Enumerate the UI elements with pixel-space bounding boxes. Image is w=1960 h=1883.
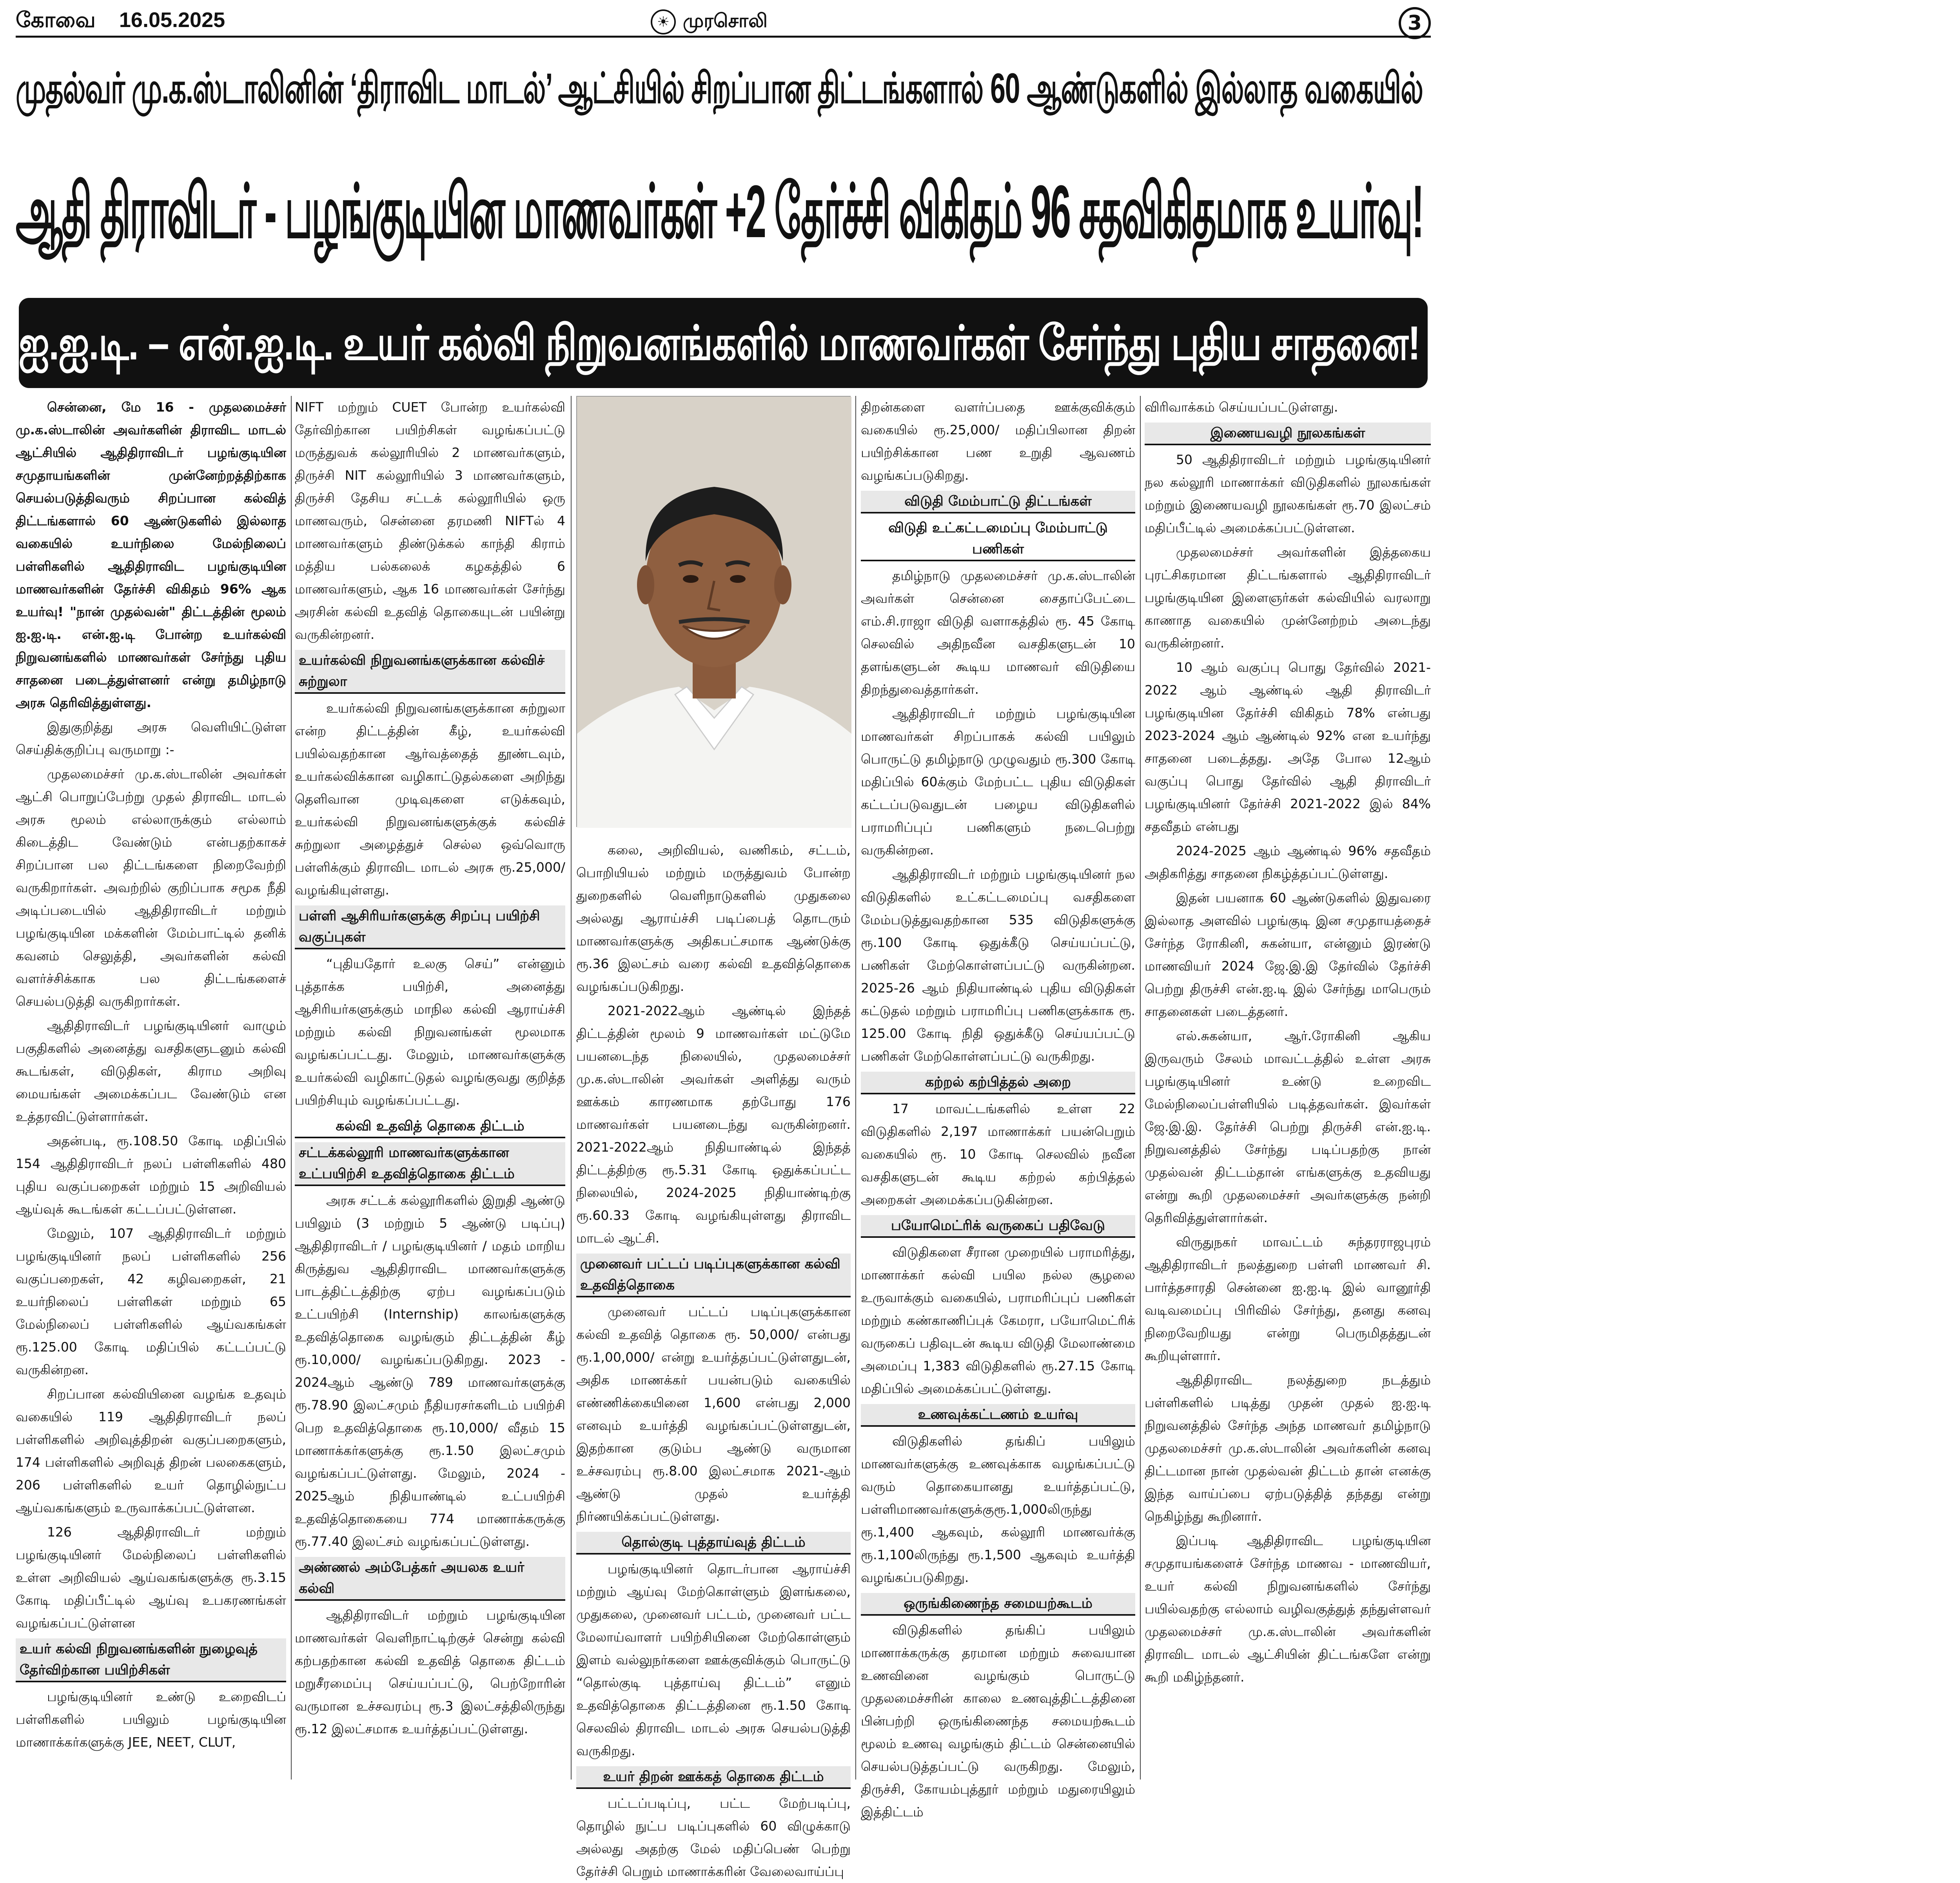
paragraph: 2021-2022ஆம் ஆண்டில் இந்தத் திட்டத்தின் மூலம் 9 மாணவர்கள் மட்டுமே பயனடைந்த நிலையில், முதலமைச்சர் மு.க.ஸ்டாலின் அவர்கள் அளித்து வரும் ஊக்கம் காரணமாக தற்போது 176 மாணவர்கள் பயனடைந்து வருகின்றனர். 2021-2022ஆம் நிதியாண்டில் இந்தத் திட்டத்திற்கு ரூ.5.31 கோடி ஒதுக்கப்பட்ட நிலையில், 2024-2025 நிதியாண்டிற்கு ரூ.60.33 கோடி வழங்கியுள்ளது திராவிட மாடல் ஆட்சி. <box>576 1003 851 1246</box>
section-heading: உயர் திறன் ஊக்கத் தொகை திட்டம் <box>576 1766 851 1789</box>
section-heading: கல்வி உதவித் தொகை திட்டம் <box>295 1116 565 1138</box>
section-heading: அண்ணல் அம்பேத்கர் அயலக உயர் கல்வி <box>295 1557 565 1601</box>
article-column-4 <box>861 396 1135 1820</box>
edition-city: கோவை <box>16 8 96 32</box>
paragraph: NIFT மற்றும் CUET போன்ற உயர்கல்வி தேர்விற்கான பயிற்சிகள் வழங்கப்பட்டு மருத்துவக் கல்லூரியில் 2 மாணவர்களும், திருச்சி NIT கல்லூரியில் 3 மாணவர்களும், திருச்சி தேசிய சட்டக் கல்லூரியில் ஒரு மாணவரும், சென்னை தரமணி NIFTல் 4 மாணவர்களும் திண்டுக்கல் காந்தி கிராம் மத்திய பல்கலைக் கழகத்தில் 6 மாணவர்களும், ஆக 16 மாணவர்கள் சேர்ந்து அரசின் கல்வி உதவித் தொகையுடன் பயின்று வருகின்றனர். <box>295 399 565 642</box>
paragraph: ஆதிதிராவிட நலத்துறை நடத்தும் பள்ளிகளில் படித்து முதன் முதல் ஐ.ஐ.டி நிறுவனத்தில் சேர்ந்த அந்த மாணவர் தமிழ்நாடு முதலமைச்சர் மு.க.ஸ்டாலின் அவர்களின் கனவு திட்டமான நான் முதல்வன் திட்டம் தான் எனக்கு இந்த வாய்ப்பை ஏற்படுத்தித் தந்தது என்று நெகிழ்ந்து கூறினார். <box>1145 1372 1431 1524</box>
section-subheading: விடுதி உட்கட்டமைப்பு மேம்பாட்டு பணிகள் <box>861 517 1135 561</box>
column-rule <box>1140 396 1141 1780</box>
section-heading: கற்றல் கற்பித்தல் அறை <box>861 1072 1135 1094</box>
column-rule <box>855 396 856 1780</box>
section-heading: விடுதி மேம்பாட்டு திட்டங்கள் <box>861 491 1135 513</box>
masthead <box>16 7 1431 38</box>
paragraph: விடுதிகளை சீரான முறையில் பராமரித்து, மாணாக்கர் கல்வி பயில நல்ல சூழலை உருவாக்கும் வகையில், பராமரிப்புப் பணிகள் மற்றும் கண்காணிப்புக் கேமரா, பயோமெட்ரிக் வருகைப் பதிவுடன் கூடிய விடுதி மேலாண்மை அமைப்பு 1,383 விடுதிகளில் ரூ.27.15 கோடி மதிப்பில் அமைக்கப்பட்டுள்ளது. <box>861 1244 1135 1396</box>
section-subheading: சட்டக்கல்லூரி மாணவர்களுக்கான உட்பயிற்சி உதவித்தொகை திட்டம் <box>295 1142 565 1186</box>
masthead-brand <box>651 9 768 34</box>
paragraph: விருதுநகர் மாவட்டம் சுந்தரராஜபுரம் ஆதிதிராவிடர் நலத்துறை பள்ளி மாணவர் சி. பார்த்தசாரதி சென்னை ஐ.ஐ.டி இல் வானூர்தி வடிவமைப்பு பிரிவில் சேர்ந்து, தனது கனவு நிறைவேறியது என்று பெருமிதத்துடன் கூறியுள்ளார். <box>1145 1234 1431 1363</box>
paragraph: 2024-2025 ஆம் ஆண்டில் 96% சதவீதம் அதிகரித்து சாதனை நிகழ்த்தப்பட்டுள்ளது. <box>1145 843 1431 881</box>
paragraph: முதலமைச்சர் மு.க.ஸ்டாலின் அவர்கள் ஆட்சி பொறுப்பேற்று முதல் திராவிட மாடல் அரசு மூலம் எல்லாருக்கும் எல்லாம் கிடைத்திட வேண்டும் என்பதற்காகச் சிறப்பான பல திட்டங்களை நிறைவேற்றி வருகிறார்கள். அவற்றில் குறிப்பாக சமூக நீதி அடிப்படையில் ஆதிதிராவிடர் மற்றும் பழங்குடியின மக்களின் மேம்பாட்டில் தனிக் கவனம் செலுத்தி, அவர்களின் கல்வி வளர்ச்சிக்காக பல திட்டங்களைச் செயல்படுத்தி வருகிறார்கள். <box>16 766 286 1009</box>
paragraph: அரசு சட்டக் கல்லூரிகளில் இறுதி ஆண்டு பயிலும் (3 மற்றும் 5 ஆண்டு படிப்பு) ஆதிதிராவிடர் / பழங்குடியினர் / மதம் மாறிய கிருத்துவ ஆதிதிராவிட மாணவர்களுக்கு பாடத்திட்டத்திற்கு ஏற்ப வழங்கப்படும் உட்பயிற்சி (Internship) காலங்களுக்கு உதவித்தொகை வழங்கும் திட்டத்தின் கீழ் ரூ.10,000/ வழங்கப்படுகிறது. 2023 - 2024ஆம் ஆண்டு 789 மாணவர்களுக்கு ரூ.78.90 இலட்சமும் நீதியரசர்களிடம் பயிற்சி பெற உதவித்தொகை ரூ.10,000/ வீதம் 15 மாணாக்கர்களுக்கு ரூ.1.50 இலட்சமும் வழங்கப்பட்டுள்ளது. மேலும், 2024 - 2025ஆம் நிதியாண்டில் உட்பயிற்சி உதவித்தொகையை 774 மாணாக்கருக்கு ரூ.77.40 இலட்சம் வழங்கப்பட்டுள்ளது. <box>295 1193 565 1549</box>
paragraph: எல்.சுகன்யா, ஆர்.ரோகினி ஆகிய இருவரும் சேலம் மாவட்டத்தில் உள்ள அரசு பழங்குடியினர் உண்டு உறைவிட மேல்நிலைப்பள்ளியில் படித்தவர்கள். இவர்கள் ஜே.இ.இ. தேர்ச்சி பெற்று திருச்சி என்.ஐ.டி. நிறுவனத்தில் சேர்ந்து படிப்பதற்கு நான் முதல்வன் திட்டம்தான் எங்களுக்கு உதவியது என்று கூறி முதலமைச்சர் அவர்களுக்கு நன்றி தெரிவித்துள்ளார்கள். <box>1145 1028 1431 1225</box>
paragraph: “புதியதோர் உலகு செய்” என்னும் புத்தாக்க பயிற்சி, அனைத்து ஆசிரியர்களுக்கும் மாநில கல்வி ஆராய்ச்சி மற்றும் கல்வி நிறுவனங்கள் மூலமாக வழங்கப்பட்டது. மேலும், மாணவர்களுக்கு உயர்கல்வி வழிகாட்டுதல் வழங்குவது குறித்த பயிற்சியும் வழங்கப்பட்டது. <box>295 956 565 1108</box>
issue-date: 16.05.2025 <box>119 8 225 32</box>
paragraph: விடுதிகளில் தங்கிப் பயிலும் மாணவர்களுக்கு உணவுக்காக வழங்கப்பட்டு வரும் தொகையானது உயர்த்தப்பட்டு, பள்ளிமாணவர்களுக்குரூ.1,000லிருந்து ரூ.1,400 ஆகவும், கல்லூரி மாணவர்க்கு ரூ.1,100லிருந்து ரூ.1,500 ஆகவும் உயர்த்தி வழங்கப்படுகிறது. <box>861 1433 1135 1585</box>
section-heading: பயோமெட்ரிக் வருகைப் பதிவேடு <box>861 1215 1135 1238</box>
paragraph: உயர்கல்வி நிறுவனங்களுக்கான சுற்றுலா என்ற திட்டத்தின் கீழ், உயர்கல்வி பயில்வதற்கான ஆர்வத்தைத் தூண்டவும், உயர்கல்விக்கான வழிகாட்டுதல்களை அறிந்து தெளிவான முடிவுகளை எடுக்கவும், உயர்கல்வி நிறுவனங்களுக்குக் கல்விச் சுற்றுலா அழைத்துச் செல்ல ஒவ்வொரு பள்ளிக்கும் திராவிட மாடல் அரசு ரூ.25,000/ வழங்கியுள்ளது. <box>295 700 565 898</box>
sun-logo-icon: ☀ <box>651 9 676 34</box>
section-heading: இணையவழி நூலகங்கள் <box>1145 423 1431 445</box>
newspaper-name: முரசொலி <box>683 10 768 32</box>
paragraph: பட்டப்படிப்பு, பட்ட மேற்படிப்பு, தொழில் நுட்ப படிப்புகளில் 60 விழுக்காடு அல்லது அதற்கு மேல் மதிப்பெண் பெற்று தேர்ச்சி பெறும் மாணாக்கரின் வேலைவாய்ப்பு <box>576 1796 851 1879</box>
article-column-1 <box>16 396 286 1780</box>
section-heading: தொல்குடி புத்தாய்வுத் திட்டம் <box>576 1532 851 1555</box>
paragraph: ஆதிதிராவிடர் மற்றும் பழங்குடியின மாணவர்கள் வெளிநாட்டிற்குச் சென்று கல்வி கற்பதற்கான கல்வி உதவித் தொகை திட்டம் மறுசீரமைப்பு செய்யப்பட்டு, பெற்றோரின் வருமான உச்சவரம்பு ரூ.3 இலட்சத்திலிருந்து ரூ.12 இலட்சமாக உயர்த்தப்பட்டுள்ளது. <box>295 1607 565 1736</box>
paragraph: அதன்படி, ரூ.108.50 கோடி மதிப்பில் 154 ஆதிதிராவிடர் நலப் பள்ளிகளில் 480 புதிய வகுப்பறைகள் மற்றும் 15 அறிவியல் ஆய்வுக் கூடங்கள் கட்டப்பட்டுள்ளன. <box>16 1133 286 1217</box>
article-column-5 <box>1145 396 1431 1780</box>
paragraph: ஆதிதிராவிடர் மற்றும் பழங்குடியினர் நல விடுதிகளில் உட்கட்டமைப்பு வசதிகளை மேம்படுத்துவதற்கான 535 விடுதிகளுக்கு ரூ.100 கோடி ஒதுக்கீடு செய்யப்பட்டு, பணிகள் மேற்கொள்ளப்பட்டு வருகின்றன. 2025-26 ஆம் நிதியாண்டில் புதிய விடுதிகள் கட்டுதல் மற்றும் பராமரிப்பு பணிகளுக்காக ரூ. 125.00 கோடி நிதி ஒதுக்கீடு செய்யப்பட்டு பணிகள் மேற்கொள்ளப்பட்டு வருகிறது. <box>861 867 1135 1064</box>
section-heading: உயர்கல்வி நிறுவனங்களுக்கான கல்விச் சுற்றுலா <box>295 650 565 694</box>
paragraph: முனைவர் பட்டப் படிப்புகளுக்கான கல்வி உதவித் தொகை ரூ. 50,000/ என்பது ரூ.1,00,000/ என்று உயர்த்தப்பட்டுள்ளதுடன், அதிக மாணக்கர் பயன்படும் வகையில் எண்ணிக்கையினை 1,600 என்பது 2,000 எனவும் உயர்த்தி வழங்கப்பட்டுள்ளதுடன், இதற்கான குடும்ப ஆண்டு வருமான உச்சவரம்பு ரூ.8.00 இலட்சமாக 2021-ஆம் ஆண்டு முதல் உயர்த்தி நிர்ணயிக்கப்பட்டுள்ளது. <box>576 1304 851 1524</box>
paragraph: 17 மாவட்டங்களில் உள்ள 22 விடுதிகளில் 2,197 மாணாக்கர் பயன்பெறும் வகையில் ரூ. 10 கோடி செலவில் நவீன வசதிகளுடன் கூடிய கற்றல் கற்பித்தல் அறைகள் அமைக்கப்படுகின்றன. <box>861 1101 1135 1207</box>
paragraph: முதலமைச்சர் அவர்களின் இத்தகைய புரட்சிகரமான திட்டங்களால் ஆதிதிராவிடர் பழங்குடியின இளைஞர்கள் கல்வியில் வரலாறு காணாத வகையில் முன்னேற்றம் அடைந்து வருகின்றனர். <box>1145 544 1431 651</box>
lead-paragraph: சென்னை, மே 16 - முதலமைச்சர் மு.க.ஸ்டாலின் அவர்களின் திராவிட மாடல் ஆட்சியில் ஆதிதிராவிடர் பழங்குடியின சமுதாயங்களின் முன்னேற்றத்திற்காக செயல்படுத்திவரும் சிறப்பான கல்வித் திட்டங்களால் 60 ஆண்டுகளில் இல்லாத வகையில் உயர்நிலை மேல்நிலைப் பள்ளிகளில் ஆதிதிராவிட பழங்குடியின மாணவர்களின் தேர்ச்சி விகிதம் 96% ஆக உயர்வு! "நான் முதல்வன்" திட்டத்தின் மூலம் ஐ.ஐ.டி. என்.ஐ.டி போன்ற உயர்கல்வி நிறுவனங்களில் மாணவர்கள் சேர்ந்து புதிய சாதனை படைத்துள்ளனர் என்று தமிழ்நாடு அரசு தெரிவித்துள்ளது. <box>16 399 286 710</box>
article-column-3 <box>576 839 851 1879</box>
chief-minister-photo <box>576 396 851 827</box>
paragraph: இதன் பயனாக 60 ஆண்டுகளில் இதுவரை இல்லாத அளவில் பழங்குடி இன சமுதாயத்தைச் சேர்ந்த ரோகினி, சுகன்யா, என்னும் இரண்டு மாணவியர் 2024 ஜே.இ.இ தேர்வில் தேர்ச்சி பெற்று திருச்சி என்.ஐ.டி இல் சேர்ந்து மாபெரும் சாதனைகள் படைத்தனர். <box>1145 890 1431 1019</box>
paragraph: சிறப்பான கல்வியினை வழங்க உதவும் வகையில் 119 ஆதிதிராவிடர் நலப் பள்ளிகளில் அறிவுத்திறன் வகுப்பறைகளும், 174 பள்ளிகளில் அறிவுத் திறன் பலகைகளும், 206 பள்ளிகளில் உயர் தொழில்நுட்ப ஆய்வகங்களும் உருவாக்கப்பட்டுள்ளன. <box>16 1386 286 1515</box>
page-number: 3 <box>1399 7 1431 39</box>
column-rule <box>291 396 292 1780</box>
section-heading: பள்ளி ஆசிரியர்களுக்கு சிறப்பு பயிற்சி வகுப்புகள் <box>295 905 565 949</box>
paragraph: பழங்குடியினர் உண்டு உறைவிடப் பள்ளிகளில் பயிலும் பழங்குடியின மாணாக்கர்களுக்கு JEE, NEET, CLUT, <box>16 1689 286 1750</box>
paragraph: மேலும், 107 ஆதிதிராவிடர் மற்றும் பழங்குடியினர் நலப் பள்ளிகளில் 256 வகுப்பறைகள், 42 கழிவறைகள், 21 உயர்நிலைப் பள்ளிகள் மற்றும் 65 மேல்நிலைப் பள்ளிகளில் ஆய்வகங்கள் ரூ.125.00 கோடி மதிப்பில் கட்டப்பட்டு வருகின்றன. <box>16 1226 286 1377</box>
paragraph: ஆதிதிராவிடர் மற்றும் பழங்குடியின மாணவர்கள் சிறப்பாகக் கல்வி பயிலும் பொருட்டு தமிழ்நாடு முழுவதும் ரூ.300 கோடி மதிப்பில் 60க்கும் மேற்பட்ட புதிய விடுதிகள் கட்டப்படுவதுடன் பழைய விடுதிகளில் பராமரிப்புப் பணிகளும் நடைபெற்று வருகின்றன. <box>861 706 1135 858</box>
section-heading: உயர் கல்வி நிறுவனங்களின் நுழைவுத் தேர்விற்கான பயிற்சிகள் <box>16 1638 286 1682</box>
paragraph: பழங்குடியினர் தொடர்பான ஆராய்ச்சி மற்றும் ஆய்வு மேற்கொள்ளும் இளங்கலை, முதுகலை, முனைவர் பட்டம், முனைவர் பட்ட மேலாய்வாளர் பயிற்சியினை மேற்கொள்ளும் இளம் வல்லுநர்களை ஊக்குவிக்கும் பொருட்டு “தொல்குடி புத்தாய்வு திட்டம்” எனும் உதவித்தொகை திட்டத்தினை ரூ.1.50 கோடி செலவில் திராவிட மாடல் அரசு செயல்படுத்தி வருகிறது. <box>576 1561 851 1758</box>
paragraph: கலை, அறிவியல், வணிகம், சட்டம், பொறியியல் மற்றும் மருத்துவம் போன்ற துறைகளில் வெளிநாடுகளில் முதுகலை அல்லது ஆராய்ச்சி படிப்பைத் தொடரும் மாணவர்களுக்கு அதிகபட்சமாக ஆண்டுக்கு ரூ.36 இலட்சம் வரை கல்வி உதவித்தொகை வழங்கப்படுகிறது. <box>576 842 851 994</box>
paragraph: 10 ஆம் வகுப்பு பொது தேர்வில் 2021-2022 ஆம் ஆண்டில் ஆதி திராவிடர் பழங்குடியின தேர்ச்சி விகிதம் 78% என்பது 2023-2024 ஆம் ஆண்டில் 92% என உயர்ந்து சாதனை படைத்தது. அதே போல 12ஆம் வகுப்பு பொது தேர்வில் ஆதி திராவிடர் பழங்குடியினர் தேர்ச்சி 2021-2022 இல் 84% சதவீதம் என்பது <box>1145 660 1431 834</box>
paragraph: திறன்களை வளர்ப்பதை ஊக்குவிக்கும் வகையில் ரூ.25,000/ மதிப்பிலான திறன் பயிற்சிக்கான பண உறுதி ஆவணம் வழங்கப்படுகிறது. <box>861 399 1135 483</box>
masthead-left <box>16 8 225 35</box>
sub-headline-banner: ஐ.ஐ.டி. – என்.ஐ.டி. உயர் கல்வி நிறுவனங்களில் மாணவர்கள் சேர்ந்து புதிய சாதனை! <box>19 298 1428 388</box>
section-heading: ஒருங்கிணைந்த சமையற்கூடம் <box>861 1593 1135 1616</box>
paragraph: விரிவாக்கம் செய்யப்பட்டுள்ளது. <box>1145 399 1338 415</box>
paragraph: 50 ஆதிதிராவிடர் மற்றும் பழங்குடியினர் நல கல்லூரி மாணாக்கர் விடுதிகளில் நூலகங்கள் மற்றும் இணையவழி நூலகங்கள் ரூ.70 இலட்சம் மதிப்பீட்டில் அமைக்கப்பட்டுள்ளன. <box>1145 452 1431 535</box>
section-heading: முனைவர் பட்டப் படிப்புகளுக்கான கல்வி உதவித்தொகை <box>576 1254 851 1297</box>
paragraph: இதுகுறித்து அரசு வெளியிட்டுள்ள செய்திக்குறிப்பு வருமாறு :- <box>16 719 286 757</box>
article-column-2 <box>295 396 565 1780</box>
column-rule <box>571 396 572 1780</box>
paragraph: ஆதிதிராவிடர் பழங்குடியினர் வாழும் பகுதிகளில் அனைத்து வசதிகளுடனும் கல்வி கூடங்கள், விடுதிகள், கிராம அறிவு மையங்கள் அமைக்கப்பட வேண்டும் என உத்தரவிட்டுள்ளார்கள். <box>16 1018 286 1124</box>
section-heading: உணவுக்கட்டணம் உயர்வு <box>861 1404 1135 1427</box>
kicker-line: முதல்வர் மு.க.ஸ்டாலினின் ‘திராவிட மாடல்’ ஆட்சியில் சிறப்பான திட்டங்களால் 60 ஆண்டுகளில் இல்லாத வகையில் <box>16 64 1423 112</box>
paragraph: இப்படி ஆதிதிராவிட பழங்குடியின சமுதாயங்களைச் சேர்ந்த மாணவ - மாணவியர், உயர் கல்வி நிறுவனங்களில் சேர்ந்து பயில்வதற்கு எல்லாம் வழிவகுத்துத் தந்துள்ளவர் முதலமைச்சர் மு.க.ஸ்டாலின் அவர்களின் திராவிட மாடல் ஆட்சியின் திட்டங்களே என்று கூறி மகிழ்ந்தனர். <box>1145 1533 1431 1685</box>
paragraph: விடுதிகளில் தங்கிப் பயிலும் மாணாக்கருக்கு தரமான மற்றும் சுவையான உணவினை வழங்கும் பொருட்டு முதலமைச்சரின் காலை உணவுத்திட்டத்தினை பின்பற்றி ஒருங்கிணைந்த சமையற்கூடம் மூலம் உணவு வழங்கும் திட்டம் சென்னையில் செயல்படுத்தப்பட்டு வருகிறது. மேலும், திருச்சி, கோயம்புத்தூர் மற்றும் மதுரையிலும் இத்திட்டம் <box>861 1622 1135 1820</box>
paragraph: 126 ஆதிதிராவிடர் மற்றும் பழங்குடியினர் மேல்நிலைப் பள்ளிகளில் உள்ள அறிவியல் ஆய்வகங்களுக்கு ரூ.3.15 கோடி மதிப்பீட்டில் ஆய்வு உபகரணங்கள் வழங்கப்பட்டுள்ளன <box>16 1524 286 1631</box>
main-headline: ஆதி திராவிடர் - பழங்குடியின மாணவர்கள் +2 தேர்ச்சி விகிதம் 96 சதவிகிதமாக உயர்வு! <box>16 170 1423 253</box>
portrait-illustration <box>577 397 851 828</box>
paragraph: தமிழ்நாடு முதலமைச்சர் மு.க.ஸ்டாலின் அவர்கள் சென்னை சைதாப்பேட்டை எம்.சி.ராஜா விடுதி வளாகத்தில் ரூ. 45 கோடி செலவில் அதிநவீன வசதிகளுடன் 10 தளங்களுடன் கூடிய மாணவர் விடுதியை திறந்துவைத்தார்கள். <box>861 568 1135 697</box>
